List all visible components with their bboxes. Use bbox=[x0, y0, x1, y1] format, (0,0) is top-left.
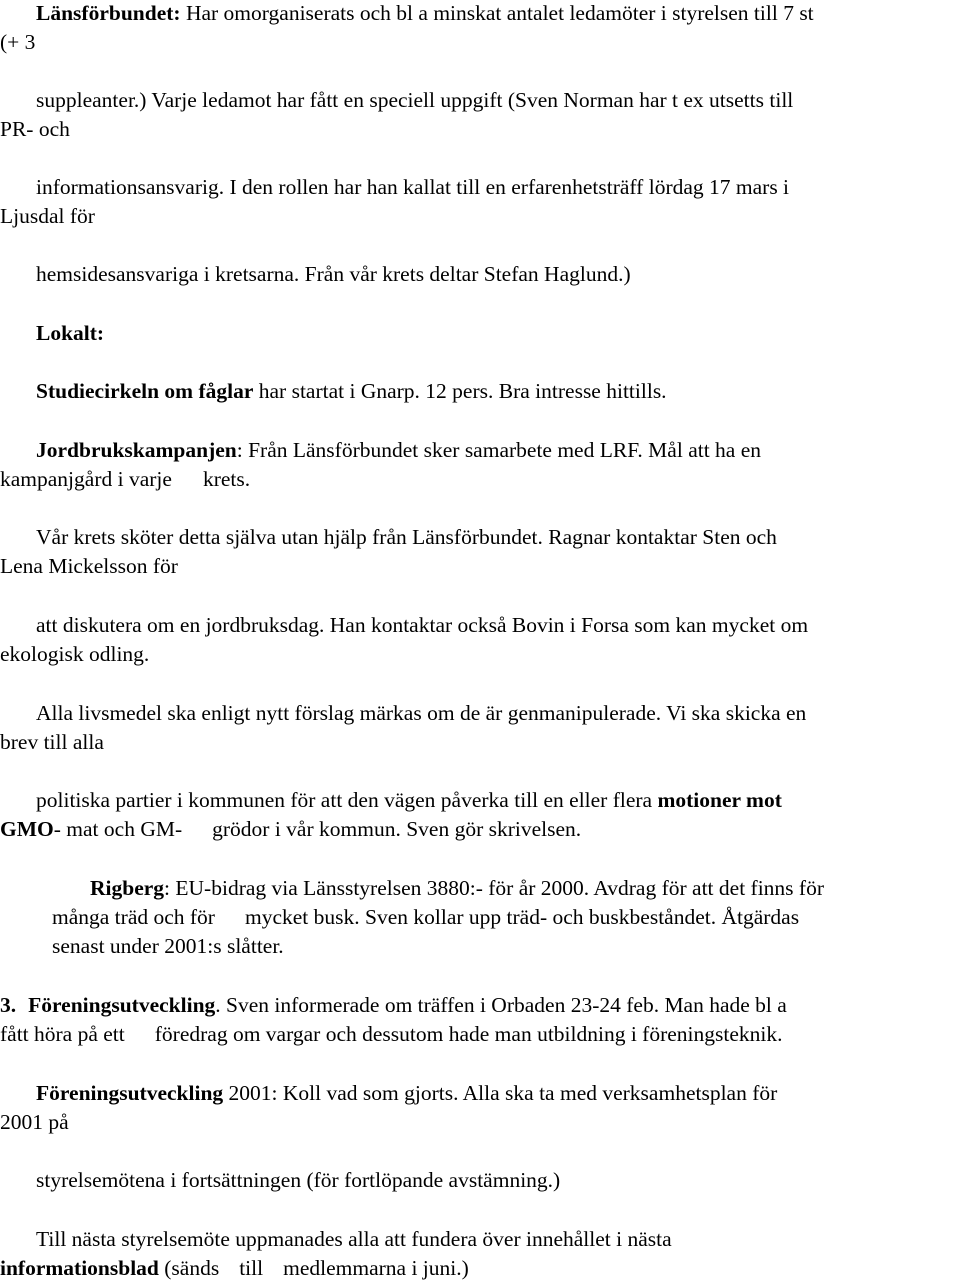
para-lansforbundet-line-6: Ljusdal för bbox=[0, 204, 95, 228]
para-livsmedel-line-1: Alla livsmedel ska enligt nytt förslag märkas om de är genmanipulerade. Vi ska skicka en bbox=[36, 701, 807, 725]
para-kretsen-line-3: att diskutera om en jordbruksdag. Han kontaktar också Bovin i Forsa som kan mycket om bbox=[36, 613, 809, 637]
para-livsmedel-line-3: politiska partier i kommunen för att den vägen påverka till en eller flera motioner mot bbox=[36, 788, 782, 812]
para-foreningsutveckling-line-1: Föreningsutveckling 2001: Koll vad som gjorts. Alla ska ta med verksamhetsplan för bbox=[36, 1081, 778, 1105]
para-rigberg-line-3: senast under 2001:s slåtter. bbox=[52, 934, 284, 958]
para-nasta-mote-line-1: Till nästa styrelsemöte uppmanades alla att fundera över innehållet i nästa bbox=[36, 1227, 672, 1251]
para-jordbruk-line-1: Jordbrukskampanjen: Från Länsförbundet sker samarbete med LRF. Mål att ha en bbox=[36, 438, 762, 462]
para-lansforbundet-line-4: PR- och bbox=[0, 117, 70, 141]
para-kretsen-line-2: Lena Mickelsson för bbox=[0, 554, 178, 578]
para-lansforbundet-line-1: Länsförbundet: Har omorganiserats och bl a minskat antalet ledamöter i styrelsen till 7 st bbox=[36, 1, 814, 25]
section-number: 3. bbox=[0, 993, 17, 1017]
para-livsmedel-line-4: GMO- mat och GM- grödor i vår kommun. Sven gör skrivelsen. bbox=[0, 817, 582, 841]
section-3-line-2: fått höra på ett föredrag om vargar och dessutom hade man utbildning i föreningsteknik. bbox=[0, 1022, 783, 1046]
para-lansforbundet-line-7: hemsidesansvariga i kretsarna. Från vår krets deltar Stefan Haglund.) bbox=[36, 262, 631, 286]
para-lansforbundet-line-5: informationsansvarig. I den rollen har han kallat till en erfarenhetsträff lördag 17 mars i bbox=[36, 175, 790, 199]
para-foreningsutveckling-line-2: 2001 på bbox=[0, 1110, 69, 1134]
para-livsmedel-line-2: brev till alla bbox=[0, 730, 104, 754]
para-foreningsutveckling-line-3: styrelsemötena i fortsättningen (för fortlöpande avstämning.) bbox=[36, 1168, 561, 1192]
para-kretsen-line-1: Vår krets sköter detta själva utan hjälp från Länsförbundet. Ragnar kontaktar Sten och bbox=[36, 525, 777, 549]
para-lansforbundet-line-3: suppleanter.) Varje ledamot har fått en speciell uppgift (Sven Norman har t ex utsetts till bbox=[36, 88, 794, 112]
heading-lokalt: Lokalt: bbox=[36, 321, 105, 345]
section-3-line-1: 3. Föreningsutveckling. Sven informerade om träffen i Orbaden 23-24 feb. Man hade bl a bbox=[0, 993, 787, 1017]
para-lansforbundet-line-2: (+ 3 bbox=[0, 30, 36, 54]
para-nasta-mote-line-2: informationsblad (sänds till medlemmarna i juni.) bbox=[0, 1256, 469, 1280]
para-rigberg-line-1: Rigberg: EU-bidrag via Länsstyrelsen 3880:- för år 2000. Avdrag för att det finns för bbox=[90, 876, 824, 900]
para-rigberg-line-2: många träd och för mycket busk. Sven kollar upp träd- och buskbeståndet. Åtgärdas bbox=[52, 905, 800, 929]
para-studiecirkeln: Studiecirkeln om fåglar har startat i Gnarp. 12 pers. Bra intresse hittills. bbox=[36, 379, 667, 403]
para-kretsen-line-4: ekologisk odling. bbox=[0, 642, 150, 666]
para-jordbruk-line-2: kampanjgård i varje krets. bbox=[0, 467, 251, 491]
